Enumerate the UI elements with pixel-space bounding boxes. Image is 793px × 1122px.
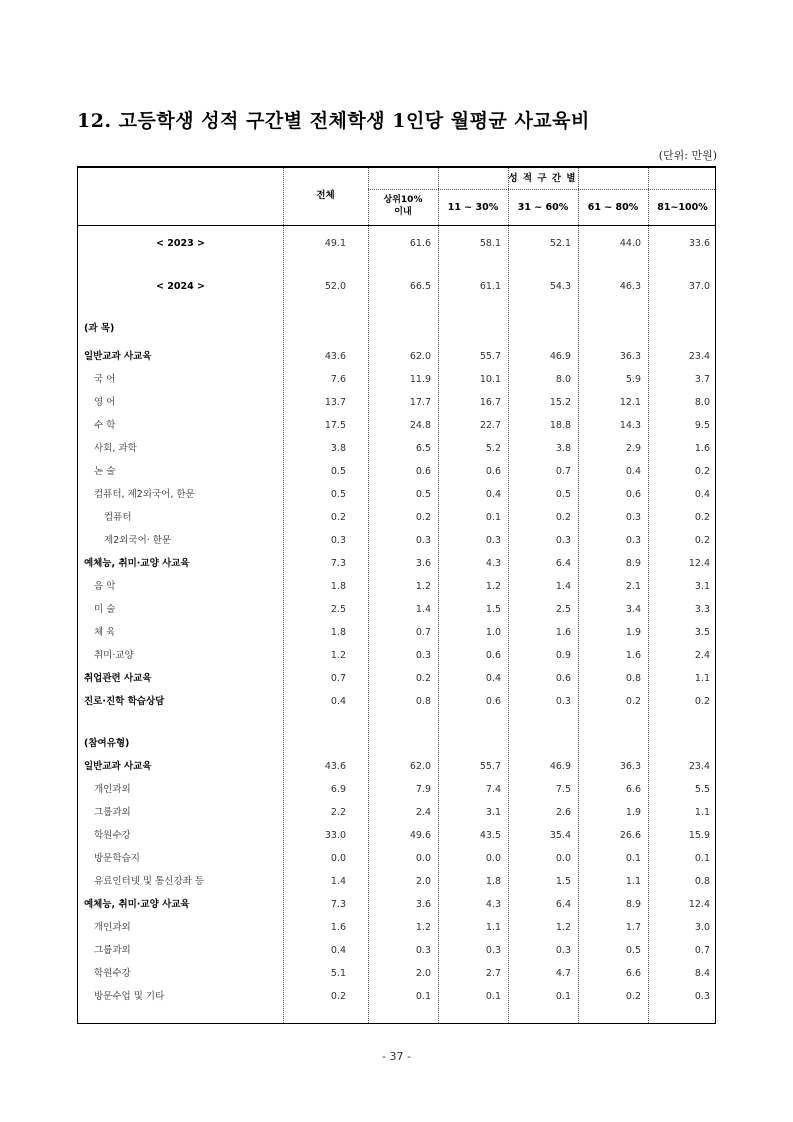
cell-band: 1.2 — [415, 922, 431, 933]
cell-total: 6.9 — [330, 784, 346, 795]
table-row — [78, 506, 715, 529]
cell-band: 3.5 — [694, 627, 710, 638]
cell-band: 0.6 — [485, 696, 501, 707]
cell-band: 0.2 — [694, 535, 710, 546]
row-label: 학원수강 — [94, 830, 131, 841]
cell-total: 0.7 — [330, 673, 346, 684]
row-label: 그룹과외 — [94, 807, 131, 818]
cell-total: 52.0 — [324, 281, 346, 292]
cell-band: 17.7 — [409, 397, 431, 408]
cell-band: 1.5 — [555, 876, 571, 887]
cell-band: 0.2 — [625, 696, 641, 707]
cell-band: 0.8 — [415, 696, 431, 707]
table-row — [78, 755, 715, 778]
cell-band: 2.6 — [555, 807, 571, 818]
cell-band: 3.7 — [694, 374, 710, 385]
row-label: 예체능, 취미·교양 사교육 — [84, 899, 190, 910]
cell-total: 43.6 — [324, 351, 346, 362]
table-row — [78, 275, 715, 298]
cell-band: 62.0 — [409, 351, 431, 362]
cell-band: 12.4 — [688, 899, 710, 910]
cell-band: 44.0 — [619, 238, 641, 249]
cell-band: 14.3 — [619, 420, 641, 431]
cell-band: 0.1 — [485, 991, 501, 1002]
cell-band: 23.4 — [688, 761, 710, 772]
cell-total: 0.4 — [330, 696, 346, 707]
header-grade-band-group: 성 적 구 간 별 — [508, 173, 577, 184]
cell-band: 46.9 — [549, 761, 571, 772]
table-row — [78, 437, 715, 460]
cell-total: 0.4 — [330, 945, 346, 956]
cell-band: 12.4 — [688, 558, 710, 569]
cell-band: 2.0 — [415, 876, 431, 887]
cell-band: 0.9 — [555, 650, 571, 661]
cell-band: 0.8 — [625, 673, 641, 684]
cell-band: 1.6 — [694, 443, 710, 454]
row-label: < 2024 > — [156, 281, 205, 292]
table-row — [78, 460, 715, 483]
row-label: 수 학 — [94, 420, 116, 431]
table-row — [78, 414, 715, 437]
table-row — [78, 575, 715, 598]
cell-band: 3.6 — [415, 899, 431, 910]
cell-band: 0.0 — [555, 853, 571, 864]
row-label: 개인과외 — [94, 784, 131, 795]
cell-total: 7.3 — [330, 899, 346, 910]
cell-band: 0.3 — [555, 535, 571, 546]
cell-band: 23.4 — [688, 351, 710, 362]
cell-band: 5.2 — [485, 443, 501, 454]
row-label: 영 어 — [94, 397, 116, 408]
cell-total: 1.6 — [330, 922, 346, 933]
row-label: (참여유형) — [84, 738, 130, 749]
row-label: 개인과외 — [94, 922, 131, 933]
cell-band: 2.5 — [555, 604, 571, 615]
cell-band: 0.3 — [625, 512, 641, 523]
cell-band: 6.5 — [415, 443, 431, 454]
table-row — [78, 893, 715, 916]
cell-band: 5.9 — [625, 374, 641, 385]
cell-band: 1.6 — [555, 627, 571, 638]
cell-band: 2.4 — [415, 807, 431, 818]
cell-band: 4.7 — [555, 968, 571, 979]
cell-band: 3.4 — [625, 604, 641, 615]
row-label: 미 술 — [94, 604, 116, 615]
cell-band: 3.1 — [485, 807, 501, 818]
cell-band: 35.4 — [549, 830, 571, 841]
page-number: - 37 - — [382, 1050, 411, 1063]
row-label: 일반교과 사교육 — [84, 761, 152, 772]
table-row — [78, 552, 715, 575]
cell-band: 61.6 — [409, 238, 431, 249]
cell-band: 36.3 — [619, 761, 641, 772]
row-label: 논 술 — [94, 466, 116, 477]
row-label: 취미·교양 — [94, 650, 134, 661]
cell-band: 11.9 — [409, 374, 431, 385]
cell-band: 4.3 — [485, 899, 501, 910]
cell-band: 54.3 — [549, 281, 571, 292]
table-row — [78, 317, 715, 340]
cell-total: 2.5 — [330, 604, 346, 615]
row-label: 제2외국어· 한문 — [104, 535, 172, 546]
cell-band: 52.1 — [549, 238, 571, 249]
cell-total: 0.3 — [330, 535, 346, 546]
row-label: 학원수강 — [94, 968, 131, 979]
cell-band: 43.5 — [479, 830, 501, 841]
cell-band: 0.2 — [694, 696, 710, 707]
table-row — [78, 621, 715, 644]
cell-band: 6.6 — [625, 968, 641, 979]
cell-band: 2.1 — [625, 581, 641, 592]
row-label: 방문수업 및 기타 — [94, 991, 165, 1002]
table-row — [78, 962, 715, 985]
cell-band: 5.5 — [694, 784, 710, 795]
cell-band: 1.1 — [625, 876, 641, 887]
table-row — [78, 939, 715, 962]
header-band: 81~100% — [657, 202, 708, 213]
unit-label: (단위: 만원) — [658, 149, 717, 162]
cell-band: 0.1 — [694, 853, 710, 864]
table-row — [78, 483, 715, 506]
cell-band: 7.9 — [415, 784, 431, 795]
table-row — [78, 985, 715, 1008]
cell-band: 46.9 — [549, 351, 571, 362]
cell-band: 0.2 — [694, 512, 710, 523]
cell-total: 0.5 — [330, 466, 346, 477]
cell-total: 5.1 — [330, 968, 346, 979]
cell-total: 1.2 — [330, 650, 346, 661]
cell-total: 0.2 — [330, 512, 346, 523]
cell-total: 7.6 — [330, 374, 346, 385]
row-label: 사회, 과학 — [94, 443, 137, 454]
cell-band: 66.5 — [409, 281, 431, 292]
row-label: 음 악 — [94, 581, 116, 592]
cell-band: 0.5 — [415, 489, 431, 500]
cell-band: 0.3 — [625, 535, 641, 546]
cell-band: 0.3 — [555, 945, 571, 956]
cell-band: 1.0 — [485, 627, 501, 638]
cell-band: 0.6 — [485, 650, 501, 661]
cell-band: 22.7 — [479, 420, 501, 431]
cell-band: 0.6 — [555, 673, 571, 684]
cell-band: 6.4 — [555, 558, 571, 569]
cell-total: 3.8 — [330, 443, 346, 454]
cell-band: 0.3 — [415, 535, 431, 546]
row-label: 체 육 — [94, 627, 116, 638]
cell-band: 8.9 — [625, 558, 641, 569]
cell-band: 0.2 — [415, 673, 431, 684]
row-label: 컴퓨터, 제2외국어, 한문 — [94, 489, 195, 500]
cell-band: 3.1 — [694, 581, 710, 592]
cell-total: 2.2 — [330, 807, 346, 818]
row-label: 유료인터넷 및 통신강좌 등 — [94, 876, 205, 887]
cell-band: 1.5 — [485, 604, 501, 615]
cell-total: 1.8 — [330, 581, 346, 592]
cell-band: 61.1 — [479, 281, 501, 292]
cell-band: 0.3 — [415, 945, 431, 956]
table-row — [78, 801, 715, 824]
cell-band: 15.2 — [549, 397, 571, 408]
cell-band: 0.2 — [694, 466, 710, 477]
cell-band: 58.1 — [479, 238, 501, 249]
cell-band: 36.3 — [619, 351, 641, 362]
cell-band: 55.7 — [479, 351, 501, 362]
cell-band: 1.1 — [694, 807, 710, 818]
cell-band: 0.6 — [625, 489, 641, 500]
header-total: 전체 — [316, 190, 335, 201]
cell-band: 55.7 — [479, 761, 501, 772]
cell-band: 26.6 — [619, 830, 641, 841]
cell-band: 1.8 — [485, 876, 501, 887]
row-label: 진로·진학 학습상담 — [84, 696, 165, 707]
header-bottom-rule — [78, 225, 715, 226]
page-title: 12. 고등학생 성적 구간별 전체학생 1인당 월평균 사교육비 — [77, 110, 590, 132]
cell-band: 1.4 — [555, 581, 571, 592]
row-label: (과 목) — [84, 323, 115, 334]
cell-band: 1.1 — [485, 922, 501, 933]
cell-band: 0.2 — [625, 991, 641, 1002]
cell-total: 1.4 — [330, 876, 346, 887]
cell-band: 37.0 — [688, 281, 710, 292]
cell-band: 3.3 — [694, 604, 710, 615]
cell-total: 49.1 — [324, 238, 346, 249]
cell-band: 0.1 — [485, 512, 501, 523]
cell-band: 3.8 — [555, 443, 571, 454]
cell-band: 1.2 — [485, 581, 501, 592]
cell-band: 16.7 — [479, 397, 501, 408]
cell-band: 33.6 — [688, 238, 710, 249]
table-row — [78, 916, 715, 939]
cell-band: 0.4 — [625, 466, 641, 477]
cell-band: 46.3 — [619, 281, 641, 292]
cell-band: 1.7 — [625, 922, 641, 933]
cell-band: 7.4 — [485, 784, 501, 795]
cell-band: 2.9 — [625, 443, 641, 454]
cell-band: 2.4 — [694, 650, 710, 661]
table-row — [78, 644, 715, 667]
cell-band: 0.4 — [485, 489, 501, 500]
cell-band: 4.3 — [485, 558, 501, 569]
header-band: 11 ~ 30% — [447, 202, 499, 213]
cell-band: 2.0 — [415, 968, 431, 979]
header-band: 상위10% 이내 — [383, 195, 423, 217]
cell-band: 8.4 — [694, 968, 710, 979]
cell-band: 8.9 — [625, 899, 641, 910]
cell-band: 0.3 — [415, 650, 431, 661]
table-row — [78, 598, 715, 621]
table-row — [78, 529, 715, 552]
header-band: 31 ~ 60% — [517, 202, 569, 213]
cell-band: 0.3 — [555, 696, 571, 707]
cell-band: 0.1 — [555, 991, 571, 1002]
cell-band: 12.1 — [619, 397, 641, 408]
table-row — [78, 368, 715, 391]
cell-band: 1.2 — [415, 581, 431, 592]
cell-band: 0.7 — [415, 627, 431, 638]
table-row — [78, 345, 715, 368]
cell-band: 6.6 — [625, 784, 641, 795]
cell-band: 0.7 — [555, 466, 571, 477]
table-row — [78, 778, 715, 801]
cell-band: 2.7 — [485, 968, 501, 979]
cell-band: 62.0 — [409, 761, 431, 772]
row-label: 예체능, 취미·교양 사교육 — [84, 558, 190, 569]
cell-band: 0.0 — [415, 853, 431, 864]
cell-band: 3.6 — [415, 558, 431, 569]
row-label: 방문학습지 — [94, 853, 140, 864]
row-label: 컴퓨터 — [104, 512, 132, 523]
cell-band: 0.2 — [555, 512, 571, 523]
cell-total: 0.2 — [330, 991, 346, 1002]
cell-band: 10.1 — [479, 374, 501, 385]
cell-band: 15.9 — [688, 830, 710, 841]
cell-band: 0.5 — [625, 945, 641, 956]
cell-band: 49.6 — [409, 830, 431, 841]
table-row — [78, 690, 715, 713]
cell-band: 3.0 — [694, 922, 710, 933]
cell-total: 13.7 — [324, 397, 346, 408]
row-label: 국 어 — [94, 374, 116, 385]
table-row — [78, 824, 715, 847]
cell-total: 33.0 — [324, 830, 346, 841]
cell-band: 0.4 — [485, 673, 501, 684]
cell-band: 1.4 — [415, 604, 431, 615]
cell-band: 0.4 — [694, 489, 710, 500]
cell-band: 8.0 — [555, 374, 571, 385]
cell-total: 0.5 — [330, 489, 346, 500]
cell-total: 0.0 — [330, 853, 346, 864]
header-divider — [368, 189, 715, 190]
table-row — [78, 667, 715, 690]
table-row — [78, 870, 715, 893]
header-band: 61 ~ 80% — [587, 202, 639, 213]
cell-band: 0.2 — [415, 512, 431, 523]
row-label: 취업관련 사교육 — [84, 673, 152, 684]
cell-band: 24.8 — [409, 420, 431, 431]
cell-band: 1.6 — [625, 650, 641, 661]
data-table — [77, 166, 716, 1024]
cell-band: 0.6 — [485, 466, 501, 477]
row-label: 그룹과외 — [94, 945, 131, 956]
cell-band: 0.0 — [485, 853, 501, 864]
cell-band: 0.6 — [415, 466, 431, 477]
cell-total: 7.3 — [330, 558, 346, 569]
cell-band: 1.1 — [694, 673, 710, 684]
cell-band: 0.5 — [555, 489, 571, 500]
cell-total: 17.5 — [324, 420, 346, 431]
row-label: < 2023 > — [156, 238, 205, 249]
cell-total: 1.8 — [330, 627, 346, 638]
cell-band: 1.9 — [625, 807, 641, 818]
table-row — [78, 391, 715, 414]
row-label: 일반교과 사교육 — [84, 351, 152, 362]
cell-band: 0.8 — [694, 876, 710, 887]
cell-band: 9.5 — [694, 420, 710, 431]
table-row — [78, 232, 715, 255]
cell-band: 0.3 — [694, 991, 710, 1002]
cell-band: 18.8 — [549, 420, 571, 431]
cell-band: 0.3 — [485, 945, 501, 956]
cell-band: 6.4 — [555, 899, 571, 910]
cell-band: 0.1 — [625, 853, 641, 864]
table-row — [78, 847, 715, 870]
cell-band: 1.2 — [555, 922, 571, 933]
table-row — [78, 732, 715, 755]
cell-band: 1.9 — [625, 627, 641, 638]
cell-total: 43.6 — [324, 761, 346, 772]
cell-band: 0.3 — [485, 535, 501, 546]
cell-band: 8.0 — [694, 397, 710, 408]
cell-band: 7.5 — [555, 784, 571, 795]
cell-band: 0.1 — [415, 991, 431, 1002]
cell-band: 0.7 — [694, 945, 710, 956]
